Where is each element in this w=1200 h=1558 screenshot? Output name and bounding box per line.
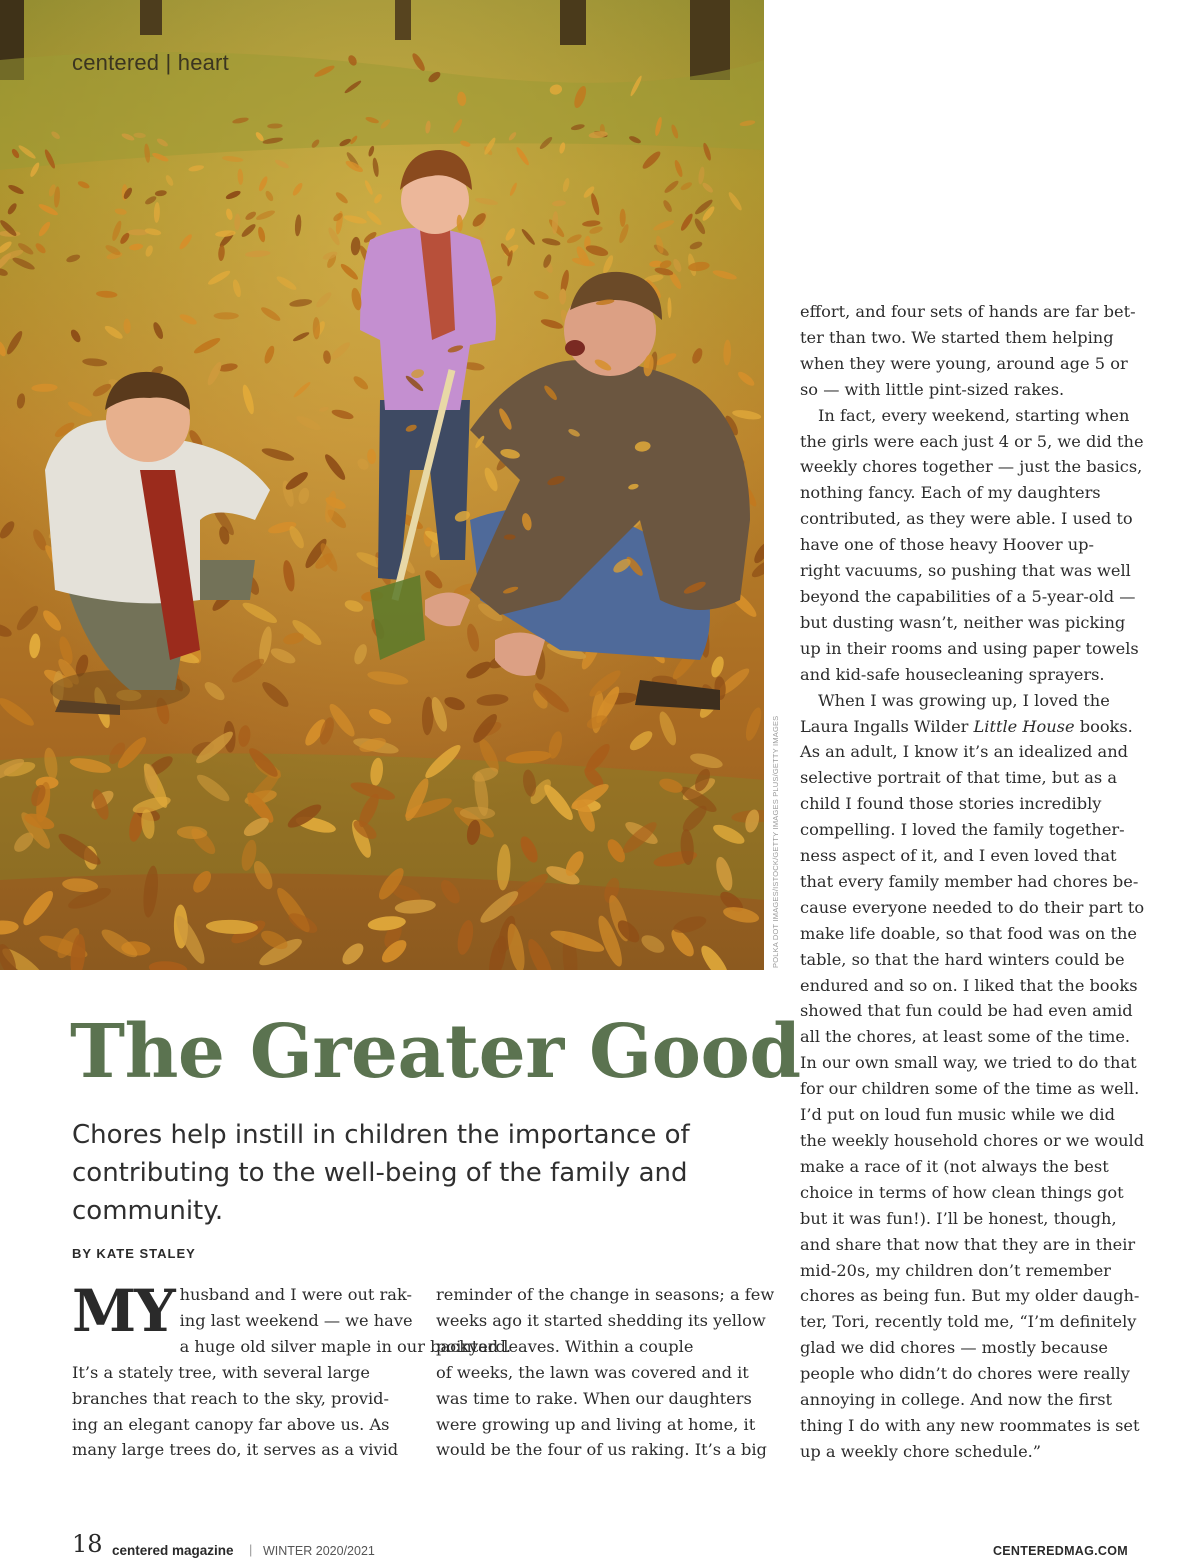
text-line: In fact, every weekend, starting when	[818, 405, 1130, 425]
text-line: up in their rooms and using paper towels	[800, 638, 1139, 658]
text-run: books.	[1074, 716, 1133, 736]
article-dek: Chores help instill in children the importance of contributing to the well-being of the family and community.	[72, 1120, 690, 1226]
drop-cap: MY	[72, 1277, 174, 1345]
text-line: and share that now that they are in their	[800, 1234, 1136, 1254]
text-line: pointed leaves. Within a couple	[436, 1336, 694, 1356]
text-line	[800, 714, 1133, 740]
text-line: but it was fun!). I’ll be honest, though,	[800, 1208, 1117, 1228]
text-line: ter, Tori, recently told me, “I’m definitely	[800, 1312, 1137, 1332]
text-line: nothing fancy. Each of my daughters	[800, 483, 1101, 503]
text-line: endured and so on. I liked that the books	[800, 975, 1138, 995]
text-line: of weeks, the lawn was covered and it	[436, 1362, 749, 1382]
text-line: for our children some of the time as well.	[800, 1079, 1140, 1099]
text-line: compelling. I loved the family together-	[800, 820, 1125, 840]
body-column-2	[436, 1282, 775, 1463]
text-line: up a weekly chore schedule.”	[800, 1441, 1042, 1461]
text-line: and kid-safe housecleaning sprayers.	[800, 664, 1105, 684]
text-line: When I was growing up, I loved the	[818, 690, 1110, 710]
text-line: but dusting wasn’t, neither was picking	[800, 612, 1126, 632]
text-line: would be the four of us raking. It’s a big	[436, 1440, 767, 1460]
text-line: right vacuums, so pushing that was well	[800, 561, 1131, 581]
text-line: effort, and four sets of hands are far bet-	[800, 302, 1136, 321]
paragraph-little-house	[800, 688, 1145, 1465]
text-line: In our own small way, we tried to do that	[800, 1053, 1137, 1073]
text-line: glad we did chores — mostly because	[800, 1338, 1109, 1358]
hero-photo	[0, 0, 764, 970]
paragraph-effort	[800, 299, 1136, 403]
text-line: annoying in college. And now the first	[800, 1390, 1113, 1410]
text-line: ter than two. We started them helping	[800, 327, 1114, 347]
text-line: all the chores, at least some of the time.	[800, 1027, 1131, 1047]
photo-credit: POLKA DOT IMAGES/ISTOCK/GETTY IMAGES PLUS/GETTY IMAGES	[771, 715, 780, 968]
footer-separator: |	[249, 1542, 253, 1557]
text-line: It’s a stately tree, with several large	[72, 1362, 370, 1382]
body-column-1	[72, 1277, 512, 1463]
text-line: that every family member had chores be-	[800, 871, 1139, 891]
text-line: husband and I were out rak-	[179, 1285, 412, 1304]
text-line: weekly chores together — just the basics,	[800, 457, 1143, 477]
text-line: mid-20s, my children don’t remember	[800, 1260, 1111, 1280]
text-line: make a race of it (not always the best	[800, 1156, 1109, 1176]
text-run: Laura Ingalls Wilder	[800, 716, 974, 736]
text-line: As an adult, I know it’s an idealized and	[800, 742, 1128, 762]
book-title: Little House	[973, 716, 1075, 736]
text-line: when they were young, around age 5 or	[800, 353, 1128, 373]
text-line: beyond the capabilities of a 5-year-old —	[800, 586, 1136, 606]
magazine-name: centered magazine	[112, 1543, 234, 1558]
text-line: child I found those stories incredibly	[800, 794, 1102, 814]
text-line: a huge old silver maple in our backyard.	[179, 1336, 512, 1356]
byline: BY KATE STALEY	[72, 1246, 196, 1261]
text-line: the weekly household chores or we would	[800, 1131, 1145, 1150]
text-line: make life doable, so that food was on the	[800, 923, 1137, 943]
text-line: selective portrait of that time, but as a	[800, 768, 1118, 788]
text-line: contributed, as they were able. I used to	[800, 509, 1133, 529]
text-line: choice in terms of how clean things got	[800, 1182, 1124, 1202]
text-line: I’d put on loud fun music while we did	[800, 1105, 1115, 1125]
paragraph-weekend	[800, 403, 1144, 688]
issue-date: WINTER 2020/2021	[263, 1544, 375, 1558]
page-number: 18	[72, 1530, 103, 1558]
article-title: The Greater Good	[70, 1009, 801, 1095]
website-link[interactable]: CENTEREDMAG.COM	[992, 1544, 1128, 1558]
text-line: the girls were each just 4 or 5, we did the	[800, 431, 1144, 451]
text-line: showed that fun could be had even amid	[800, 1001, 1133, 1021]
body-column-3	[800, 299, 1145, 1465]
text-line: ness aspect of it, and I even loved that	[800, 846, 1117, 866]
text-line: were growing up and living at home, it	[436, 1414, 756, 1434]
column-2-text	[436, 1282, 775, 1463]
text-line: weeks ago it started shedding its yellow	[436, 1310, 766, 1330]
text-line: thing I do with any new roommates is set	[800, 1415, 1140, 1435]
text-line: table, so that the hard winters could be	[800, 949, 1125, 969]
text-line: people who didn’t do chores were really	[800, 1364, 1130, 1384]
text-line: ing an elegant canopy far above us. As	[72, 1414, 390, 1434]
text-line: chores as being fun. But my older daugh-	[800, 1286, 1140, 1306]
text-line: have one of those heavy Hoover up-	[800, 535, 1094, 555]
section-label: centered | heart	[72, 50, 229, 75]
text-line: so — with little pint-sized rakes.	[800, 379, 1065, 399]
text-line: was time to rake. When our daughters	[436, 1388, 752, 1408]
text-line: reminder of the change in seasons; a few	[436, 1285, 775, 1304]
text-line: many large trees do, it serves as a vivid	[72, 1440, 399, 1460]
text-line: cause everyone needed to do their part to	[800, 897, 1145, 917]
text-line: branches that reach to the sky, provid-	[72, 1388, 389, 1408]
autumn-family-raking-illustration	[0, 0, 764, 970]
text-line: ing last weekend — we have	[179, 1310, 413, 1330]
